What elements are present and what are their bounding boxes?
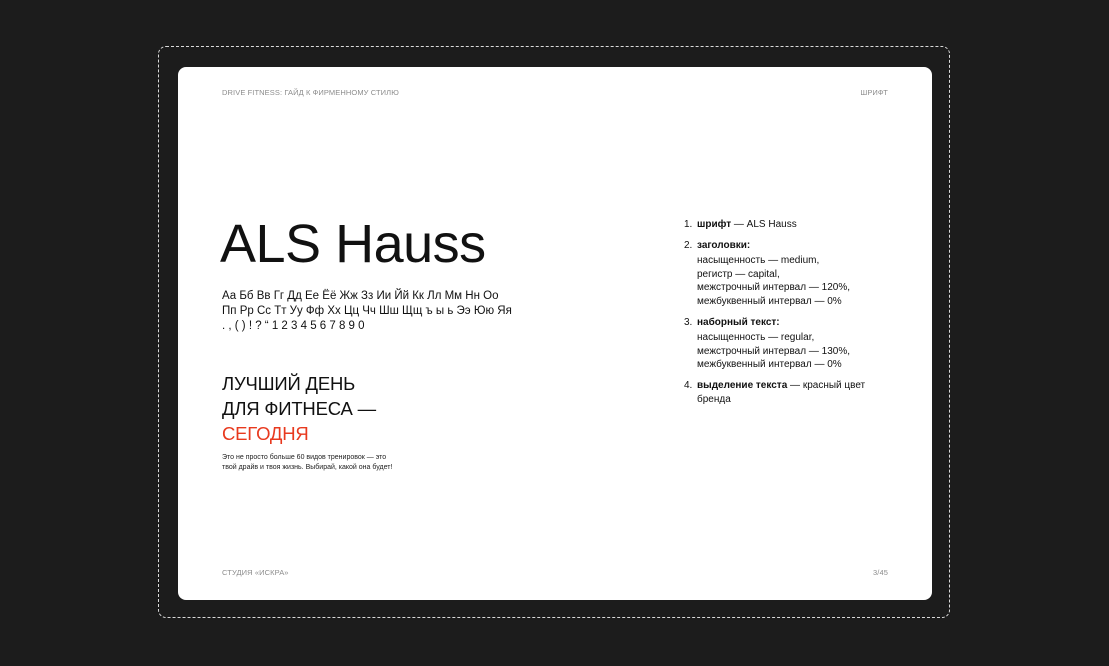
spec-item-body-text [684, 316, 894, 372]
spec-detail: насыщенность — regular, [697, 332, 815, 344]
header-doc-title: DRIVE FITNESS: ГАЙД К ФИРМЕННОМУ СТИЛЮ [222, 88, 399, 97]
spec-detail: межстрочный интервал — 130%, [697, 345, 850, 357]
footer-studio: СТУДИЯ «ИСКРА» [222, 568, 289, 577]
alphabet-line: Аа Бб Вв Гг Дд Ее Ёё Жж Зз Ии Йй Кк Лл Мм Нн Оо [222, 290, 499, 302]
spec-number: 4. [684, 379, 693, 391]
sample-headline-line: ДЛЯ ФИТНЕСА — [222, 398, 376, 419]
spec-detail: бренда [697, 393, 731, 405]
spec-details [697, 331, 894, 372]
spec-detail: межбуквенный интервал — 0% [697, 295, 842, 307]
alphabet-specimen [222, 289, 552, 334]
spec-details [697, 254, 894, 308]
spec-item-highlight [684, 379, 894, 406]
spec-number: 1. [684, 219, 693, 230]
font-name-display: ALS Hauss [220, 214, 486, 274]
font-spec-list [684, 218, 894, 413]
spec-heading: выделение текста [697, 379, 788, 391]
sample-body-text: Это не просто больше 60 видов тренировок — это твой драйв и твоя жизнь. Выбирай, какой она будет! [222, 454, 393, 471]
alphabet-line: Пп Рр Сс Тт Уу Фф Хх Цц Чч Шш Щщ ъ ы ь Ээ Юю Яя [222, 305, 512, 317]
sample-headline-line: ЛУЧШИЙ ДЕНЬ [222, 373, 356, 394]
guide-page [178, 67, 932, 600]
spec-detail: межстрочный интервал — 120%, [697, 282, 850, 294]
sample-headline [222, 371, 376, 446]
spec-item-font [684, 218, 894, 232]
header-section-title: ШРИФТ [860, 88, 888, 97]
alphabet-line: . , ( ) ! ? “ 1 2 3 4 5 6 7 8 9 0 [222, 320, 365, 332]
spec-heading: заголовки: [697, 239, 751, 251]
spec-detail: межбуквенный интервал — 0% [697, 359, 842, 371]
spec-heading: наборный текст: [697, 316, 780, 328]
spec-detail: регистр — capital, [697, 268, 780, 280]
page-number: 3/45 [873, 568, 888, 577]
spec-number: 2. [684, 239, 693, 251]
spec-detail: насыщенность — medium, [697, 255, 820, 267]
spec-inline-value: — ALS Hauss [731, 219, 797, 230]
spec-number: 3. [684, 316, 693, 328]
spec-item-headings [684, 239, 894, 309]
sample-headline-accent: СЕГОДНЯ [222, 423, 309, 444]
spec-inline-value: — красный цвет [787, 379, 866, 391]
spec-heading: шрифт [697, 219, 732, 230]
